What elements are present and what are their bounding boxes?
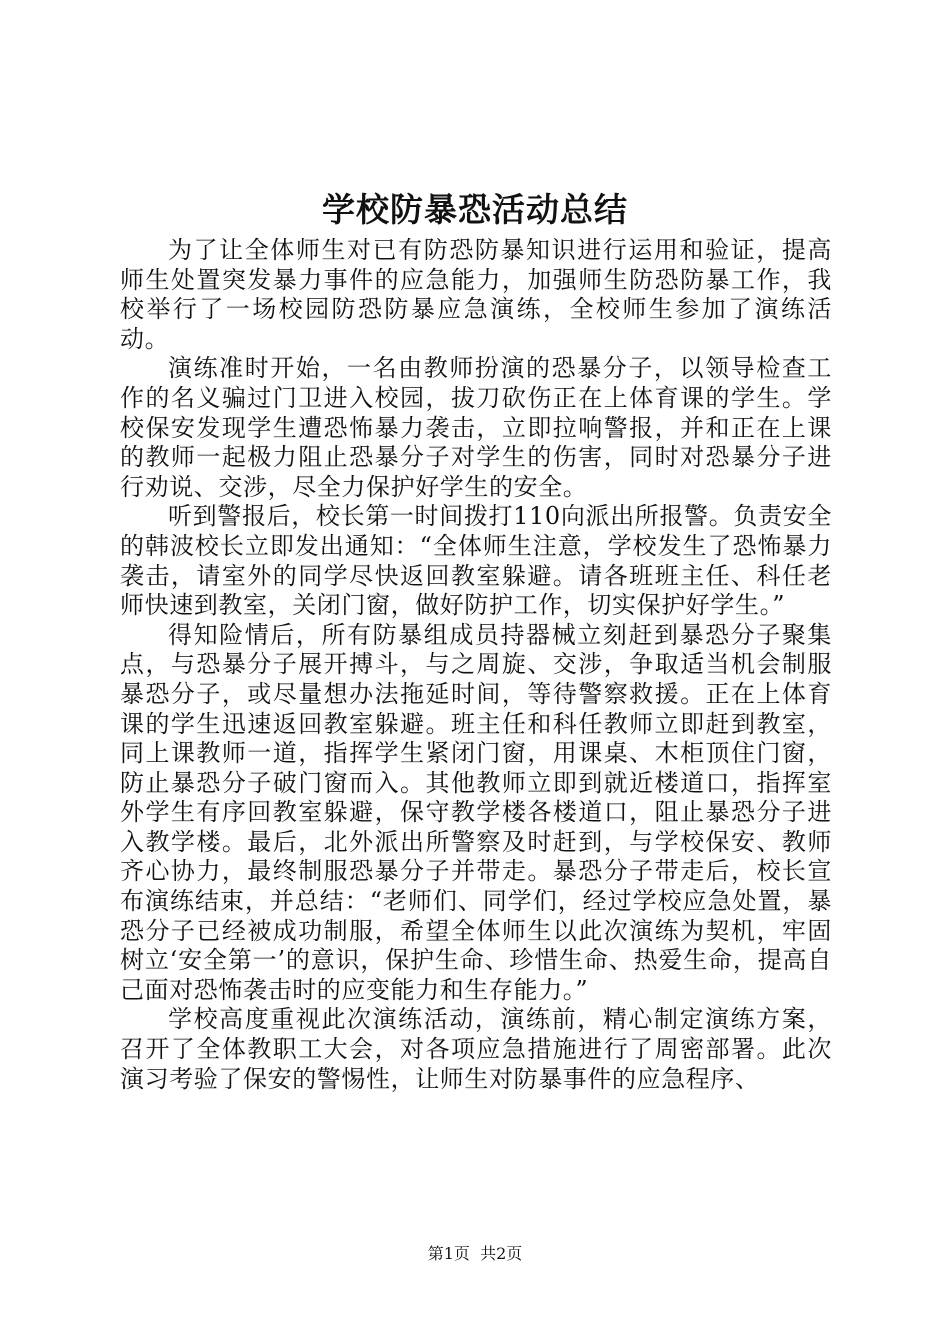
document-body bbox=[120, 236, 832, 1094]
page-number: 第1页 bbox=[427, 1244, 470, 1263]
body-paragraph: 得知险情后，所有防暴组成员持器械立刻赶到暴恐分子聚集点，与恐暴分子展开搏斗，与之周旋、交涉，争取适当机会制服暴恐分子，或尽量想办法拖延时间，等待警察救援。正在上体育课的学生迅速返回教室躲避。班主任和科任教师立即赶到教室，同上课教师一道，指挥学生紧闭门窗，用课桌、木柜顶住门窗，防止暴恐分子破门窗而入。其他教师立即到就近楼道口，指挥室外学生有序回教室躲避，保守教学楼各楼道口，阻止暴恐分子进入教学楼。最后，北外派出所警察及时赶到，与学校保安、教师齐心协力，最终制服恐暴分子并带走。暴恐分子带走后，校长宣布演练结束，并总结：“老师们、同学们，经过学校应急处置，暴恐分子已经被成功制服，希望全体师生以此次演练为契机，牢固树立‘安全第一’的意识，保护生命、珍惜生命、热爱生命，提高自己面对恐怖袭击时的应变能力和生存能力。” bbox=[120, 620, 832, 1004]
body-paragraph: 为了让全体师生对已有防恐防暴知识进行运用和验证，提高师生处置突发暴力事件的应急能力，加强师生防恐防暴工作，我校举行了一场校园防恐防暴应急演练，全校师生参加了演练活动。 bbox=[120, 236, 832, 353]
body-paragraph: 演练准时开始，一名由教师扮演的恐暴分子，以领导检查工作的名义骗过门卫进入校园，拔刀砍伤正在上体育课的学生。学校保安发现学生遭恐怖暴力袭击，立即拉响警报，并和正在上课的教师一起极力阻止恐暴分子对学生的伤害，同时对恐暴分子进行劝说、交涉，尽全力保护好学生的安全。 bbox=[120, 354, 832, 501]
page-total: 共2页 bbox=[480, 1244, 523, 1263]
page-footer bbox=[0, 1243, 950, 1265]
body-paragraph: 听到警报后，校长第一时间拨打110向派出所报警。负责安全的韩波校长立即发出通知：“全体师生注意，学校发生了恐怖暴力袭击，请室外的同学尽快返回教室躲避。请各班班主任、科任老师快速到教室，关闭门窗，做好防护工作，切实保护好学生。” bbox=[120, 502, 832, 620]
document-title: 学校防暴恐活动总结 bbox=[322, 190, 628, 229]
body-paragraph: 学校高度重视此次演练活动，演练前，精心制定演练方案，召开了全体教职工大会，对各项应急措施进行了周密部署。此次演习考验了保安的警惕性，让师生对防暴事件的应急程序、 bbox=[120, 1005, 832, 1093]
